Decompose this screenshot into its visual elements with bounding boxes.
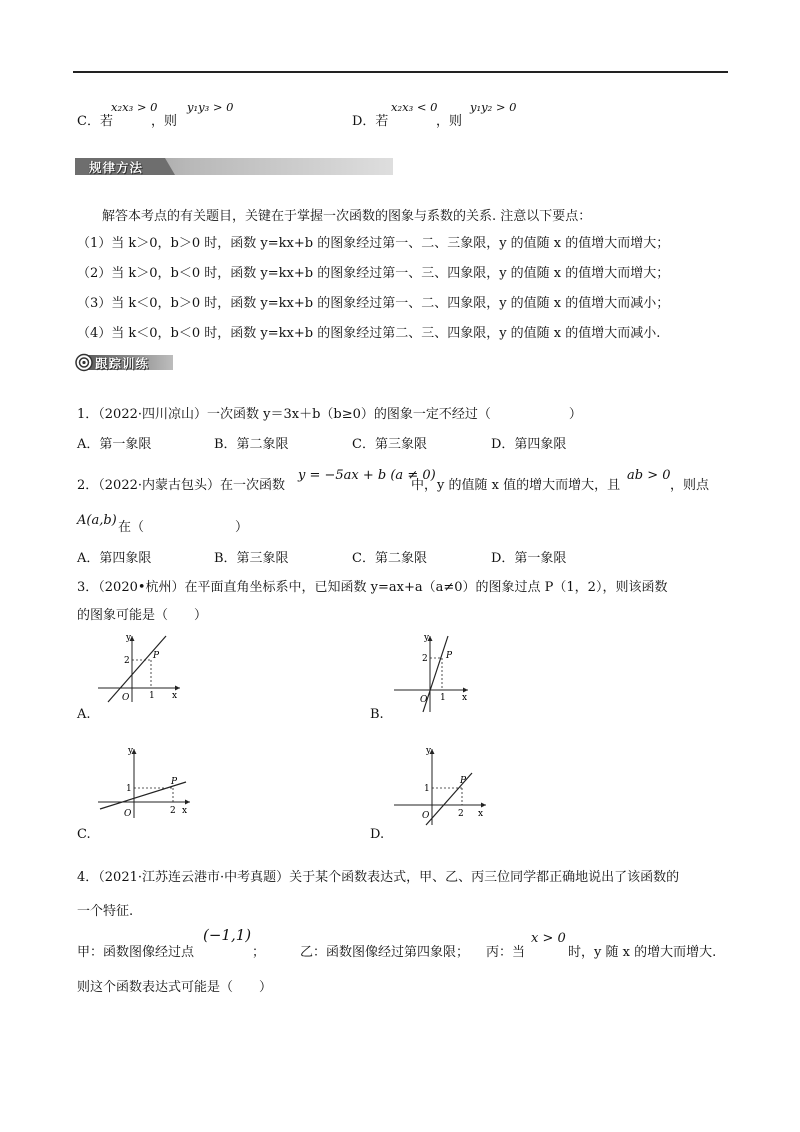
origin-label: O <box>122 693 130 703</box>
y-axis-label: y <box>426 746 432 756</box>
q4-yi: 乙：函数图像经过第四象限； <box>300 945 470 960</box>
q2-option-b: B．第三象限 <box>214 551 289 566</box>
x-tick-label: 1 <box>149 691 155 701</box>
section-title-method: 规律方法 <box>89 160 144 175</box>
q4-ask: 则这个函数表达式可能是（ ） <box>77 980 273 995</box>
y-axis-label: y <box>128 746 134 756</box>
q4-bing-end: 时，y 随 x 的增大而增大. <box>568 945 717 960</box>
q2-point: A(a,b) <box>77 513 117 528</box>
q4-jia-point: (−1,1) <box>203 926 252 944</box>
q4-jia-end: ； <box>252 945 266 960</box>
q4-bing: 丙：当 <box>486 945 526 960</box>
option-c-condition: x₂x₃ > 0 <box>111 100 158 114</box>
option-c-result: y₁y₃ > 0 <box>187 100 234 114</box>
section-title-practice: 跟踪训练 <box>95 356 150 371</box>
method-point-3: （3）当 k＜0，b＞0 时，函数 y=kx+b 的图象经过第一、二、四象限，y 的值随 x 的值增大而减小； <box>77 296 670 311</box>
q3-stem-line-1: 3．（2020•杭州）在平面直角坐标系中，已知函数 y=ax+a（a≠0）的图象过点 P（1，2），则该函数 <box>77 580 668 595</box>
point-p-label: P <box>153 651 160 661</box>
q3-option-b: B. <box>370 707 384 722</box>
x-axis-label: x <box>182 806 188 816</box>
x-axis-label: x <box>462 693 468 703</box>
option-d-condition: x₂x₃ < 0 <box>391 100 438 114</box>
y-tick-label: 2 <box>422 654 428 664</box>
q2-condition: ab > 0 <box>627 468 671 483</box>
q4-bing-condition: x > 0 <box>531 931 566 946</box>
q1-option-c: C．第三象限 <box>352 437 427 452</box>
method-point-1: （1）当 k＞0，b＞0 时，函数 y=kx+b 的图象经过第一、二、三象限，y 的值随 x 的值增大而增大； <box>77 236 670 251</box>
section-banner-practice <box>75 353 173 372</box>
header-rule <box>73 71 728 73</box>
option-d-label: D．若 <box>352 114 389 129</box>
method-point-4: （4）当 k＜0，b＜0 时，函数 y=kx+b 的图象经过第二、三、四象限，y 的值随 x 的值增大而减小. <box>77 326 661 341</box>
y-axis-label: y <box>126 633 132 643</box>
q4-stem-line-1: 4．（2021·江苏连云港市·中考真题）关于某个函数表达式，甲、乙、丙三位同学都正确地说出了该函数的 <box>77 870 680 885</box>
q1-option-a: A．第一象限 <box>77 437 152 452</box>
q2-stem-c: ，则点 <box>670 478 710 493</box>
q1-option-d: D．第四象限 <box>491 437 567 452</box>
q3-option-c: C. <box>77 827 91 842</box>
y-axis-label: y <box>424 633 430 643</box>
point-p-label: P <box>446 651 453 661</box>
q2-stem-b: 中，y 的值随 x 值的增大而增大，且 <box>411 478 621 493</box>
q4-stem-line-2: 一个特征. <box>77 904 134 919</box>
x-tick-label: 1 <box>440 693 446 703</box>
q3-graph-d <box>390 745 490 831</box>
origin-label: O <box>422 811 430 821</box>
q2-option-a: A．第四象限 <box>77 551 152 566</box>
q3-graph-a <box>94 632 184 708</box>
method-point-2: （2）当 k＞0，b＜0 时，函数 y=kx+b 的图象经过第一、三、四象限，y 的值随 x 的值增大而增大； <box>77 266 670 281</box>
q3-graph-b <box>390 632 480 718</box>
y-tick-label: 1 <box>424 784 430 794</box>
q3-option-a: A. <box>77 707 91 722</box>
point-p-label: P <box>171 777 178 787</box>
q3-stem-line-2: 的图象可能是（ ） <box>77 608 208 623</box>
option-c-label: C．若 <box>77 114 113 129</box>
q2-option-d: D．第一象限 <box>491 551 567 566</box>
x-tick-label: 2 <box>458 809 464 819</box>
method-intro: 解答本考点的有关题目，关键在于掌握一次函数的图象与系数的关系. 注意以下要点： <box>102 209 592 224</box>
q3-option-d: D. <box>370 827 385 842</box>
q2-formula: y = −5ax + b (a ≠ 0) <box>298 468 436 483</box>
q2-stem-a: 2．（2022·内蒙古包头）在一次函数 <box>77 478 285 493</box>
q1-stem: 1．（2022·四川凉山）一次函数 y＝3x＋b（b≥0）的图象一定不经过（ ） <box>77 407 582 422</box>
y-tick-label: 1 <box>126 784 132 794</box>
q1-option-b: B．第二象限 <box>214 437 289 452</box>
x-axis-label: x <box>478 809 484 819</box>
q2-option-c: C．第二象限 <box>352 551 427 566</box>
option-d-then: ，则 <box>436 114 463 129</box>
origin-label: O <box>124 809 132 819</box>
point-p-label: P <box>460 776 467 786</box>
q2-stem-d: 在（ ） <box>118 520 249 535</box>
q4-jia: 甲：函数图像经过点 <box>77 945 195 960</box>
origin-label: O <box>420 695 428 705</box>
y-tick-label: 2 <box>124 656 130 666</box>
section-banner-method <box>75 157 393 176</box>
x-tick-label: 2 <box>170 806 176 816</box>
q3-graph-c <box>94 745 194 824</box>
option-d-result: y₁y₂ > 0 <box>470 100 517 114</box>
x-axis-label: x <box>172 691 178 701</box>
option-c-then: ，则 <box>151 114 178 129</box>
